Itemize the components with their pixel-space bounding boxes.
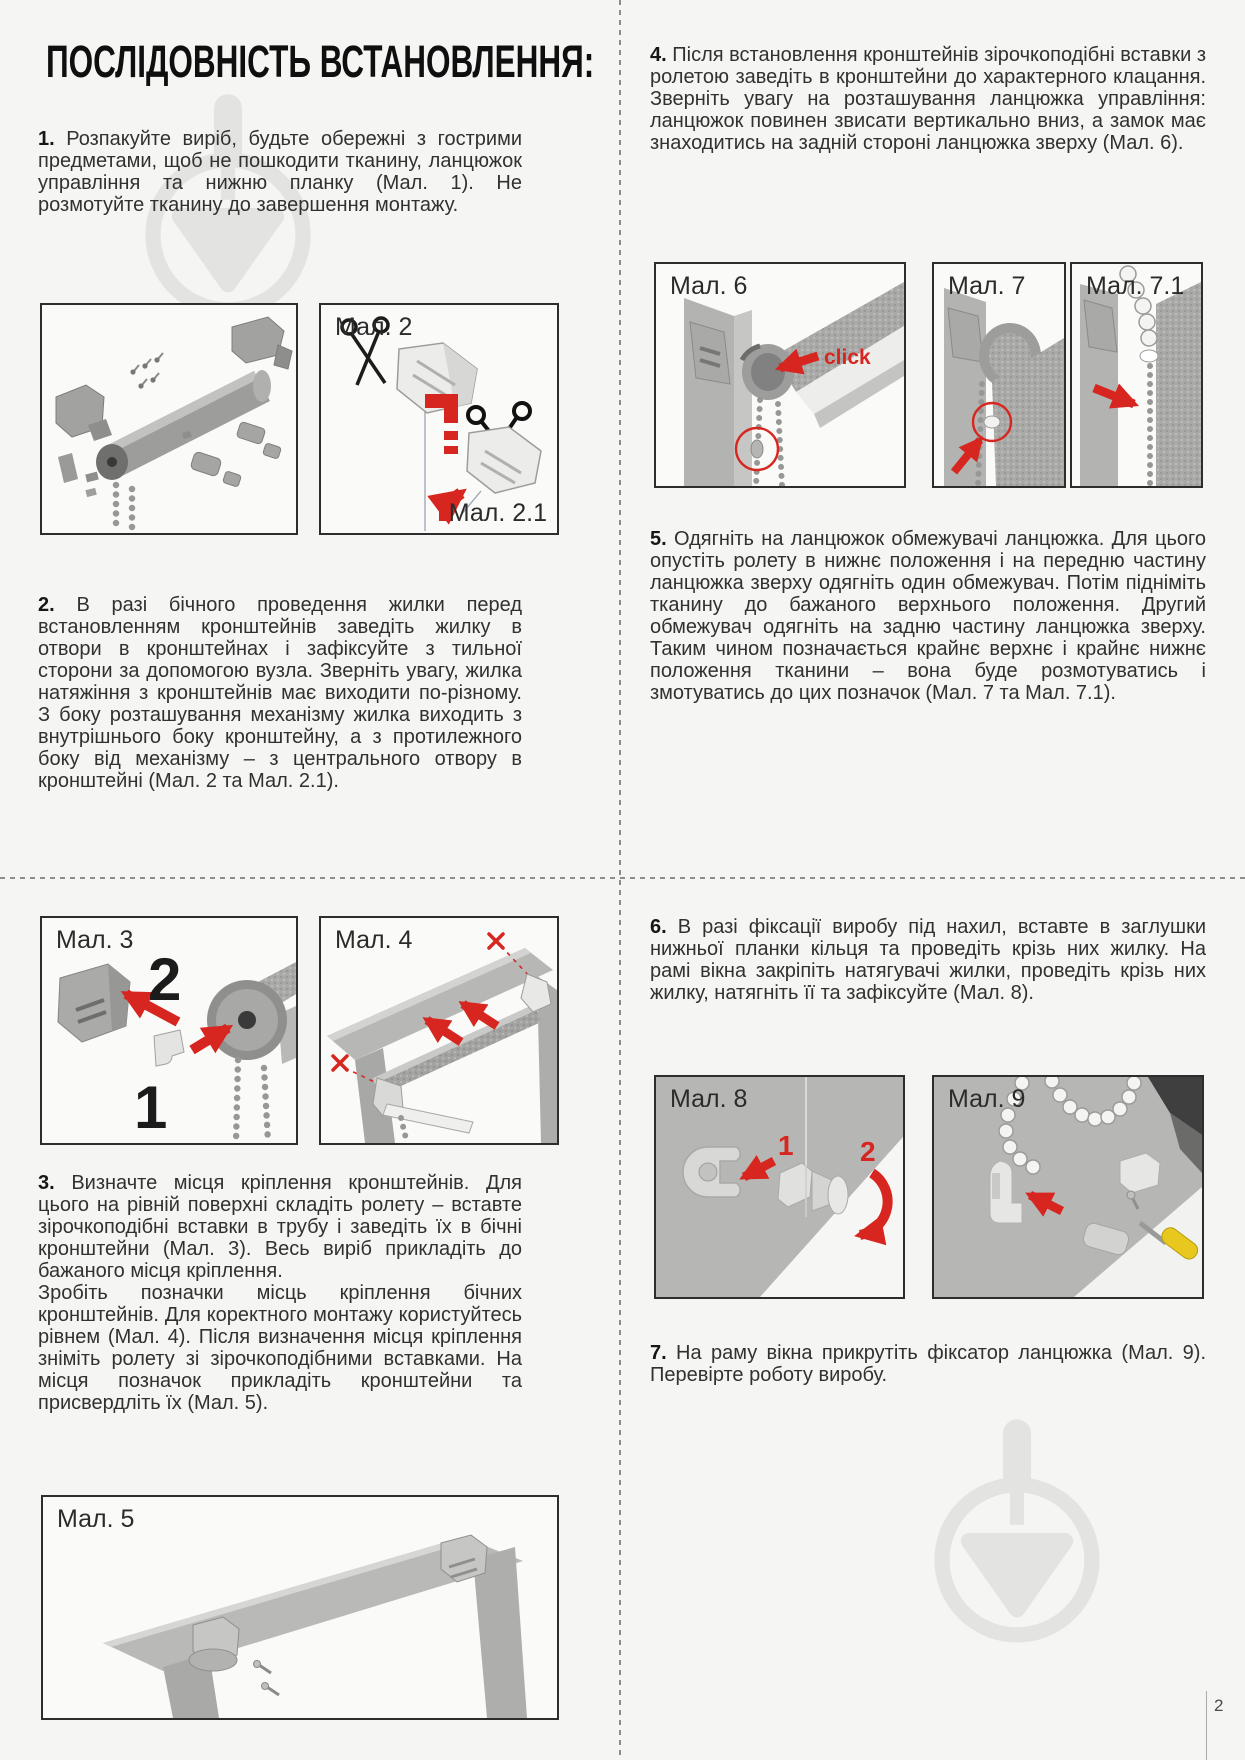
step-1-paragraph (38, 128, 522, 216)
bead-chain (236, 1060, 238, 1142)
figure-7-1-box (1070, 262, 1203, 488)
figure-3-step-2-marker: 2 (148, 946, 182, 1013)
step-3-text: Визначте місця кріплення кронштейнів. Для цього на рівній поверхні складіть ролету – вставте зірочкоподібні вставки в трубу і заведіть їх в бічні кронштейни (Мал. 3). Весь виріб прикладіть до бажаного місця кріплення. (38, 1172, 523, 1282)
step-7-number: 7. (650, 1342, 667, 1364)
step-7-paragraph (650, 1342, 1206, 1386)
step-3-paragraph (38, 1172, 522, 1414)
figure-6-label: Мал. 6 (670, 272, 748, 300)
step-5-text: Одягніть на ланцюжок обмежувачі ланцюжка. Для цього опустіть ролету в нижнє положення і на передню частину ланцюжка зверху одягніть один обмежувач. Потім підніміть тканину до бажаного верхнього положення. Другий обмежувач одягніть на задню частину ланцюжка зверху. Таким чином позначається крайнє верхнє і крайнє нижнє положення тканини – вона буде розмотуватись і змотуватись до цих позначок (Мал. 7 та Мал. 7.1). (650, 528, 1206, 704)
screws (254, 1661, 280, 1696)
step-2-paragraph (38, 594, 522, 792)
figure-8-step-1-marker: 1 (778, 1130, 794, 1161)
step-2-number: 2. (38, 594, 55, 616)
figure-2-label: Мал. 2 (335, 313, 413, 341)
figure-8-label: Мал. 8 (670, 1085, 748, 1113)
figure-3-step-1-marker: 1 (134, 1074, 168, 1141)
figure-2-box (319, 303, 559, 535)
figure-4-label: Мал. 4 (335, 926, 413, 954)
step-4-number: 4. (650, 44, 667, 66)
figure-2-1-label: Мал. 2.1 (448, 499, 547, 527)
column-divider-dashed-line (619, 0, 621, 1760)
figure-7-box (932, 262, 1066, 488)
figure-9-label: Мал. 9 (948, 1085, 1026, 1113)
click-annotation: click (824, 346, 871, 369)
figure-5-box (41, 1495, 559, 1720)
bead-chain (401, 1118, 407, 1143)
figure-5-label: Мал. 5 (57, 1505, 135, 1533)
page-number-rule (1206, 1691, 1207, 1760)
figure-7-1-label: Мал. 7.1 (1086, 272, 1185, 300)
step-5-paragraph (650, 528, 1206, 704)
step-6-number: 6. (650, 916, 667, 938)
step-6-paragraph (650, 916, 1206, 1004)
figure-3-label: Мал. 3 (56, 926, 134, 954)
step-1-text: Розпакуйте виріб, будьте обережні з гострими предметами, щоб не пошкодити тканину, ланцюжок управління та нижню планку (Мал. 1). Не розмотуйте тканину до завершення монтажу. (38, 128, 522, 216)
step-5-number: 5. (650, 528, 667, 550)
red-arrow (463, 1004, 497, 1026)
step-3-text-2: Зробіть позначки місць кріплення бічних кронштейнів. Для коректного монтажу користуйтесь рівнем (Мал. 4). Після визначення місця кріплення зніміть ролету зі зірочкоподібними вставками. На місця позначок прикладіть кронштейни та присвердліть їх (Мал. 5). (38, 1282, 522, 1414)
figure-8-box (654, 1075, 905, 1299)
step-2-text: В разі бічного проведення жилки перед встановленням кронштейнів заведіть жилку в отвори в кронштейнах і зафіксуйте з тильної сторони за допомогою вузла. Зверніть увагу, жилка натяжіння з кронштейнів має виходити по-різному. З боку розташування механізму жилка виходить з внутрішнього боку кронштейну, а з протилежного боку від механізму – з центрального отвору в кронштейні (Мал. 2 та Мал. 2.1). (38, 594, 523, 792)
step-4-paragraph (650, 44, 1206, 154)
page-number: 2 (1214, 1696, 1224, 1715)
spirit-level (383, 1104, 473, 1133)
figure-7-label: Мал. 7 (948, 272, 1026, 300)
figure-1-box (40, 303, 298, 535)
brand-watermark-icon (917, 1417, 1117, 1663)
figure-9-box (932, 1075, 1204, 1299)
step-4-text: Після встановлення кронштейнів зірочкоподібні вставки з ролетою заведіть в кронштейни до характерного клацання. Зверніть увагу на розташування ланцюжка управління: ланцюжок повинен звисати вертикально вниз, а замок має знаходитись на задній стороні ланцюжка зверху (Мал. 6). (650, 44, 1206, 154)
roller-blind-exploded-parts-illustration (42, 305, 296, 533)
step-1-number: 1. (38, 128, 55, 150)
figure-8-step-2-marker: 2 (860, 1136, 876, 1167)
step-3-number: 3. (38, 1172, 55, 1194)
figure-4-box (319, 916, 559, 1145)
page-title: ПОСЛІДОВНІСТЬ ВСТАНОВЛЕННЯ: (46, 36, 595, 87)
step-6-text: В разі фіксації виробу під нахил, вставте в заглушки нижньої планки кільця та проведіть крізь них жилку. На рамі вікна закріпіть натягувачі жилки, проведіть крізь них жилку, натягніть її та зафіксуйте (Мал. 8). (650, 916, 1207, 1004)
figure-3-box (40, 916, 298, 1145)
bead-chain (264, 1068, 268, 1142)
red-arrow (427, 1020, 461, 1042)
section-divider-dashed-line (0, 877, 1245, 879)
step-7-text: На раму вікна прикрутіть фіксатор ланцюжка (Мал. 9). Перевірте роботу виробу. (650, 1342, 1206, 1386)
figure-6-box (654, 262, 906, 488)
